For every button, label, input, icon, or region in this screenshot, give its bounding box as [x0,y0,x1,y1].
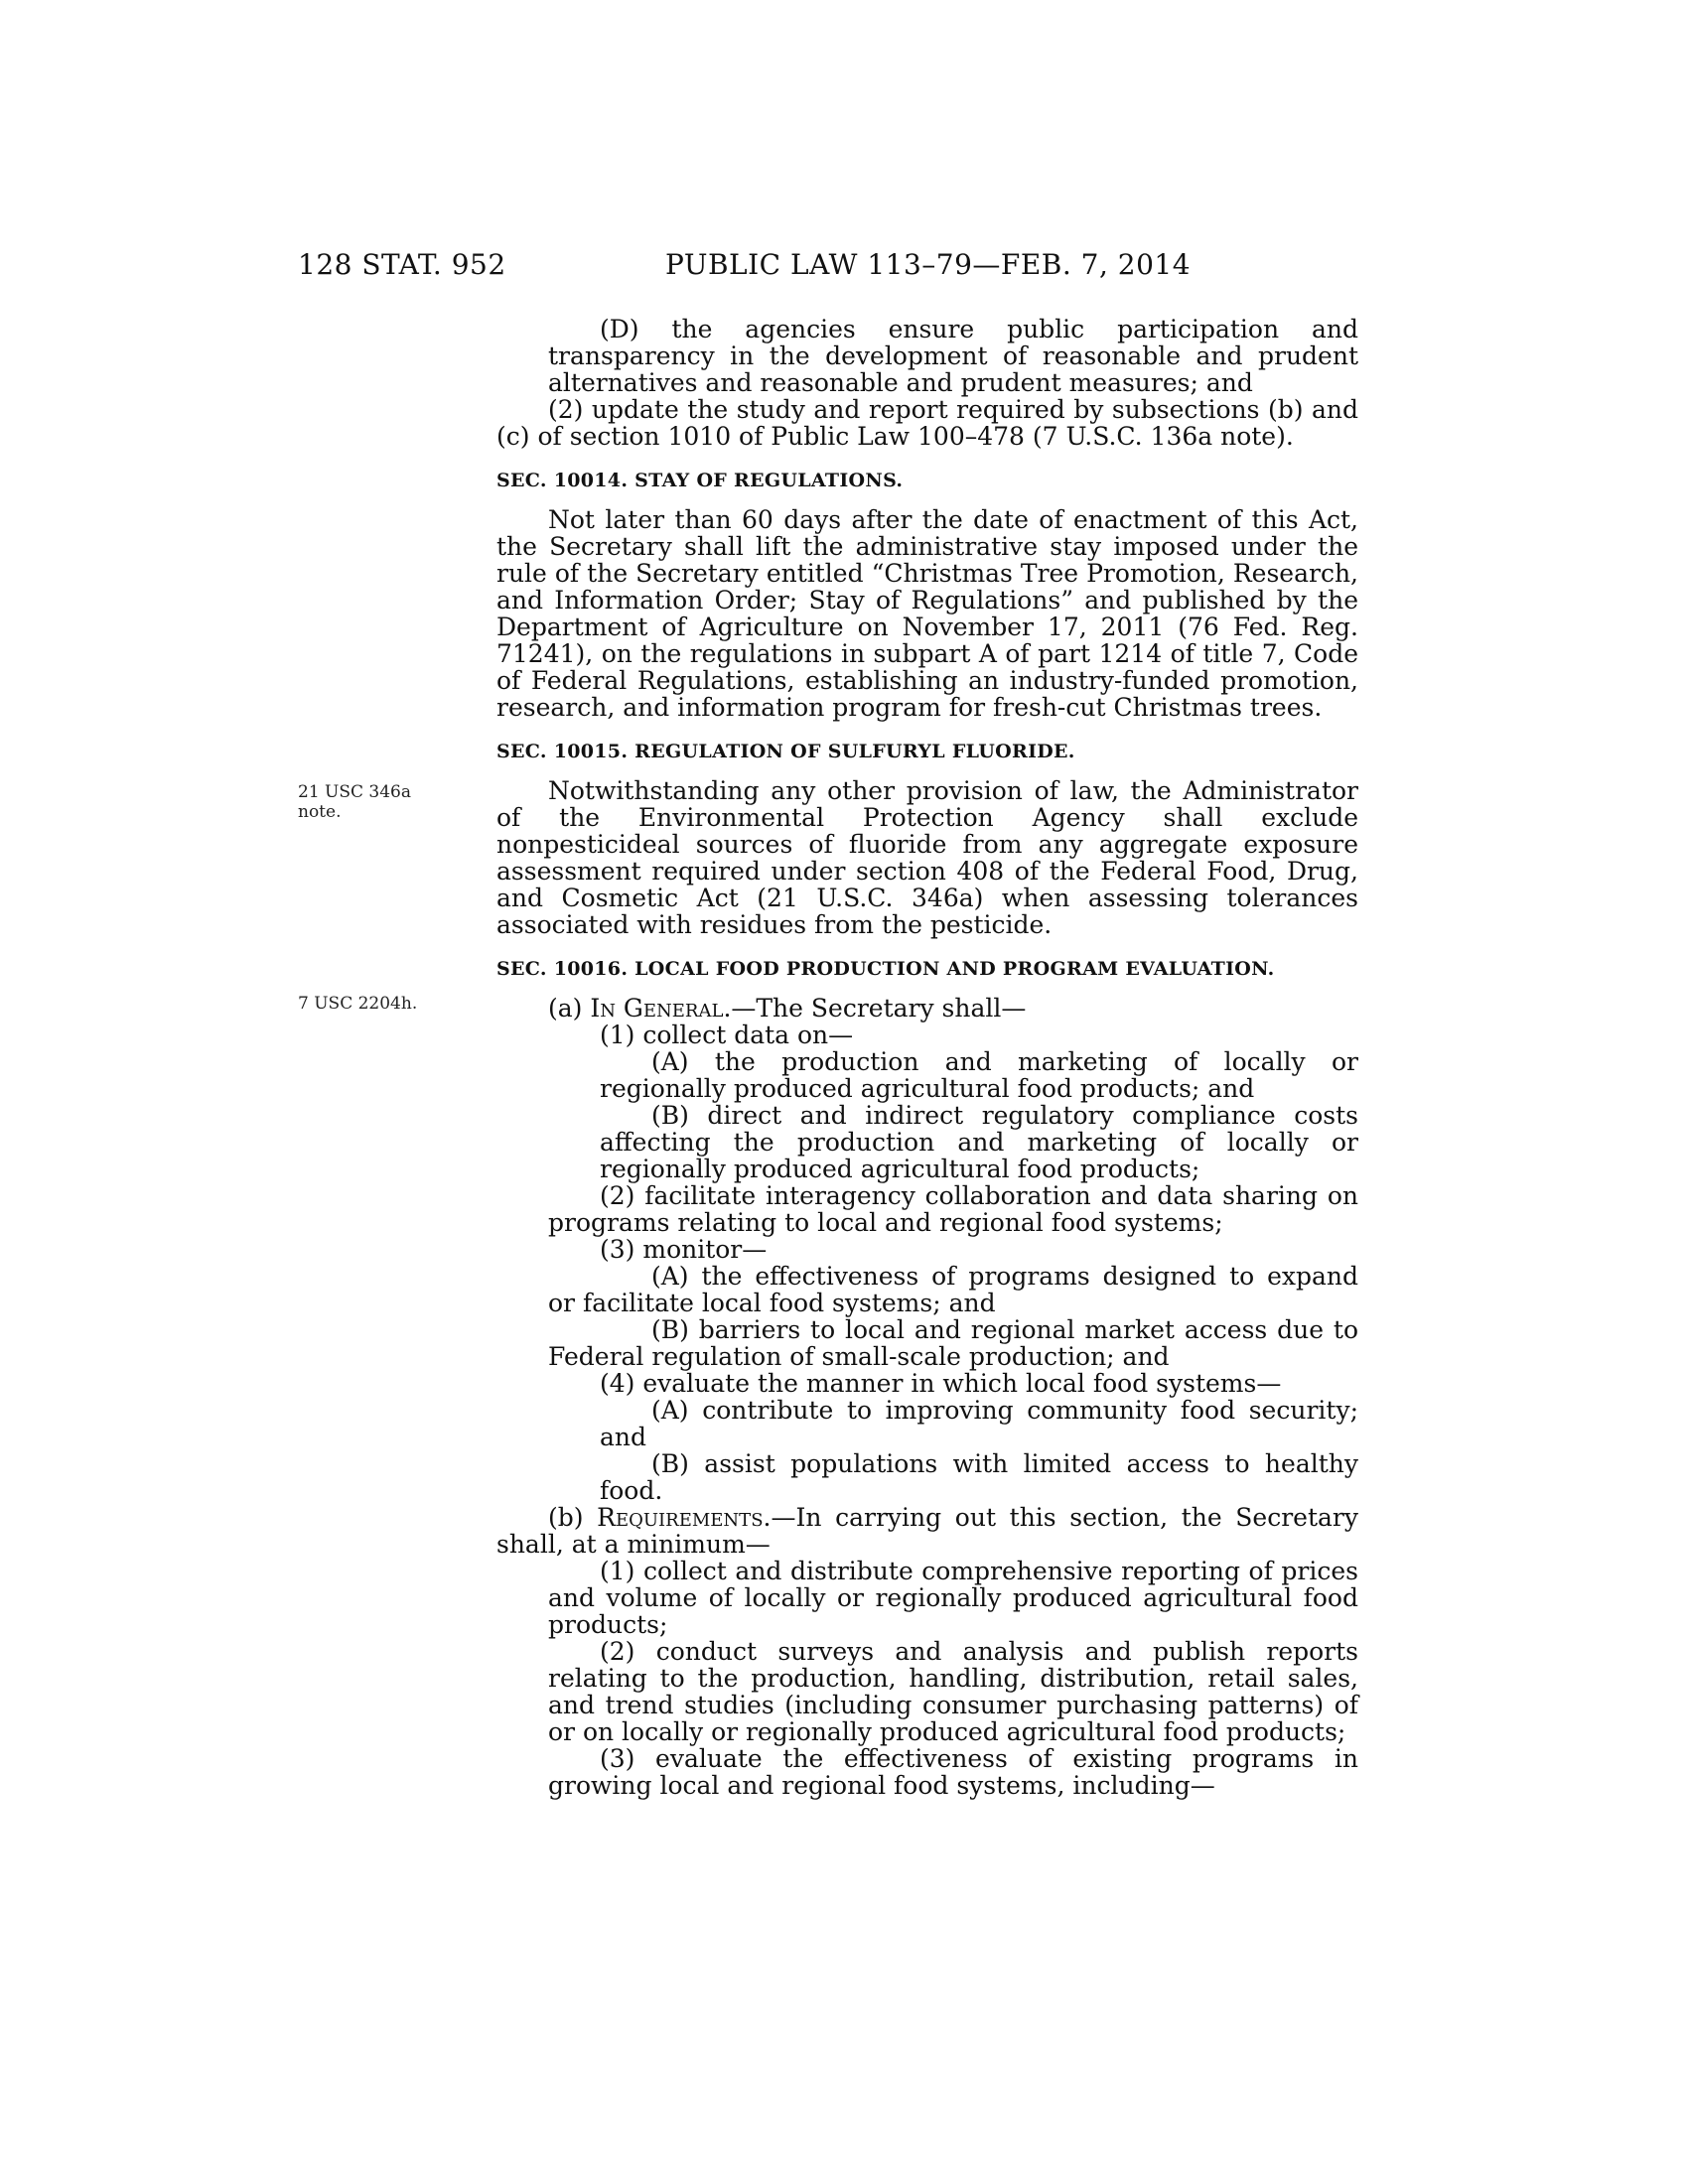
paragraph-a1A: (A) the production and marketing of locally or regionally produced agricultural food products; and [600,1047,1358,1103]
paragraph-b2: (2) conduct surveys and analysis and publish reports relating to the production, handling, distribution, retail sales, and trend studies (including consumer purchasing patterns) of or on locally or regionally produced agricultural food products; [548,1637,1358,1746]
margin-note-10016: 7 USC 2204h. [298,994,418,1014]
section-heading-10014: SEC. 10014. STAY OF REGULATIONS. [496,470,904,491]
subsection-b-prefix: (b) [548,1503,598,1532]
section-heading-10015: SEC. 10015. REGULATION OF SULFURYL FLUORIDE. [496,741,1075,762]
paragraph-b1: (1) collect and distribute comprehensive reporting of prices and volume of locally or regionally produced agricultural food products; [548,1557,1358,1639]
public-law-title: PUBLIC LAW 113–79—FEB. 7, 2014 [665,248,1192,281]
continuation-paragraph-2: (2) update the study and report required by subsections (b) and (c) of section 1010 of Public Law 100–478 (7 U.S.C. 136a note). [496,395,1358,451]
subsection-a-intro [496,995,1358,1022]
paragraph-a2: (2) facilitate interagency collaboration and data sharing on programs relating to local and regional food systems; [548,1181,1358,1237]
subsection-b-intro [496,1504,1358,1558]
subsection-a-caption: In General [590,994,724,1023]
subsection-b-text: .—In carrying out this section, the Secretary shall, at a minimum— [496,1503,1358,1559]
page-body [496,316,1358,1799]
subsection-a-prefix: (a) [548,994,591,1023]
section-text-10015: Notwithstanding any other provision of law, the Administrator of the Environmental Protection Agency shall exclude nonpesticideal sources of fluoride from any aggregate exposure assessment required under section 408 of the Federal Food, Drug, and Cosmetic Act (21 U.S.C. 346a) when assessing tolerances associated with residues from the pesticide. [496,776,1358,939]
section-heading-10016: SEC. 10016. LOCAL FOOD PRODUCTION AND PROGRAM EVALUATION. [496,958,1275,980]
subsection-a-text: .—The Secretary shall— [723,994,1027,1023]
running-header [0,248,1688,288]
paragraph-a1B: (B) direct and indirect regulatory compliance costs affecting the production and marketing of locally or regionally produced agricultural food products; [600,1101,1358,1183]
continuation-paragraph-d: (D) the agencies ensure public participation and transparency in the development of reasonable and prudent alternatives and reasonable and prudent measures; and [548,315,1358,397]
paragraph-a4: (4) evaluate the manner in which local food systems— [600,1369,1282,1398]
stat-page-reference: 128 STAT. 952 [298,248,506,281]
paragraph-a4A: (A) contribute to improving community food security; and [600,1396,1358,1451]
paragraph-a4B: (B) assist populations with limited access to healthy food. [600,1449,1358,1505]
paragraph-a3A: (A) the effectiveness of programs designed to expand or facilitate local food systems; and [548,1262,1358,1317]
paragraph-a3B: (B) barriers to local and regional market access due to Federal regulation of small-scale production; and [548,1315,1358,1371]
subsection-b-caption: Requirements [597,1503,764,1532]
section-text-10014: Not later than 60 days after the date of enactment of this Act, the Secretary shall lift the administrative stay imposed under the rule of the Secretary entitled “Christmas Tree Promotion, Research, and Information Order; Stay of Regulations” and published by the Department of Agriculture on November 17, 2011 (76 Fed. Reg. 71241), on the regulations in subpart A of part 1214 of title 7, Code of Federal Regulations, establishing an industry-funded promotion, research, and information program for fresh-cut Christmas trees. [496,505,1358,722]
paragraph-a3: (3) monitor— [600,1235,768,1264]
paragraph-b3: (3) evaluate the effectiveness of existing programs in growing local and regional food systems, including— [548,1744,1358,1800]
margin-note-10015: 21 USC 346a note. [298,782,412,822]
paragraph-a1: (1) collect data on— [600,1021,854,1049]
